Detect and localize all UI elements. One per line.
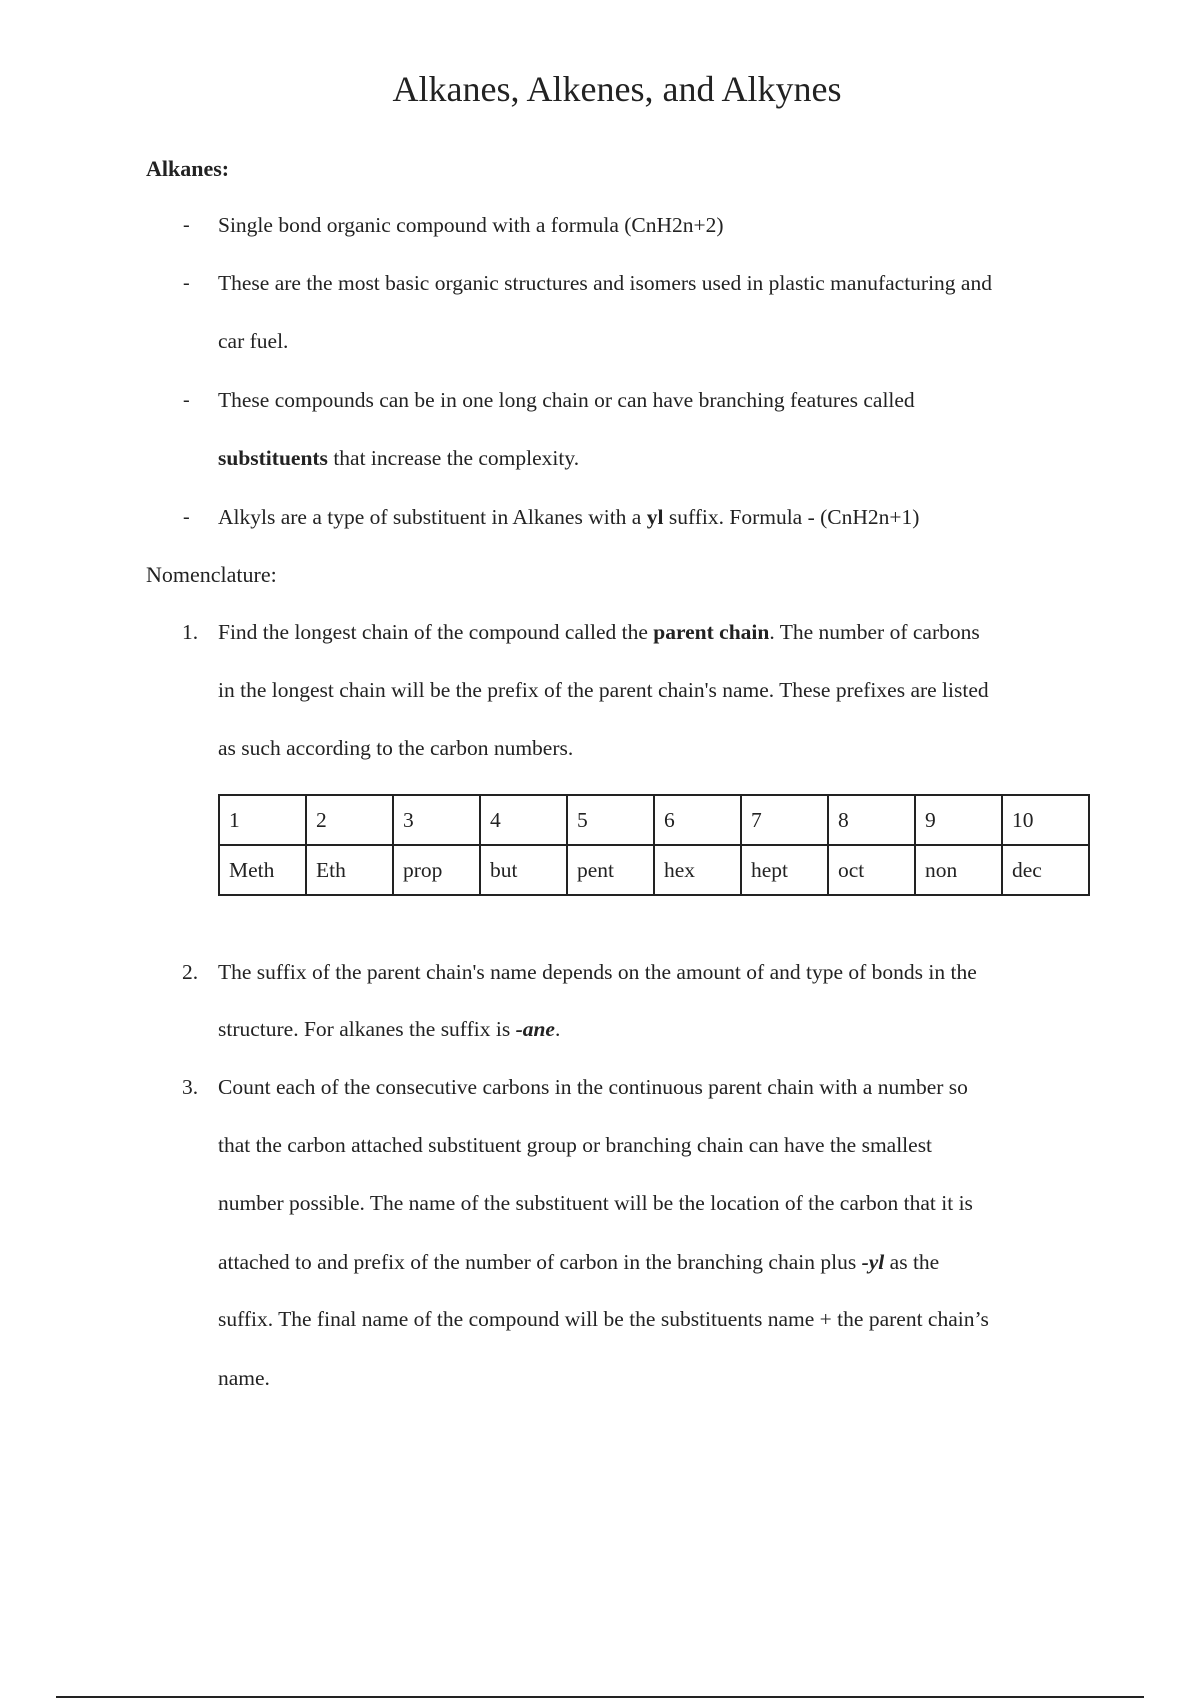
- step-3-line-6: name.: [218, 1366, 270, 1390]
- step-1-number: 1.: [182, 620, 199, 644]
- yl-term: yl: [646, 505, 664, 529]
- step-2-line-2: structure. For alkanes the suffix is -ane.: [218, 1017, 561, 1041]
- table-cell: 10: [1002, 795, 1089, 845]
- alkanes-heading: Alkanes:: [146, 156, 230, 181]
- table-cell: 5: [567, 795, 654, 845]
- table-cell: but: [480, 845, 567, 895]
- table-row-prefixes: [219, 845, 1089, 895]
- table-cell: oct: [828, 845, 915, 895]
- table-cell: 3: [393, 795, 480, 845]
- bullet-marker: -: [183, 214, 190, 236]
- step-1-line-1: Find the longest chain of the compound called the parent chain. The number of carbons: [218, 620, 980, 644]
- table-cell: hept: [741, 845, 828, 895]
- bullet-marker: -: [183, 272, 190, 294]
- step-2-line-1: The suffix of the parent chain's name depends on the amount of and type of bonds in the: [218, 960, 977, 984]
- table-cell: 7: [741, 795, 828, 845]
- alkanes-bullet-2-line-2: car fuel.: [218, 329, 289, 353]
- alkanes-bullet-3-line-1: These compounds can be in one long chain or can have branching features called: [218, 388, 915, 412]
- substituents-term: substituents: [218, 446, 328, 470]
- table-cell: dec: [1002, 845, 1089, 895]
- table-cell: 8: [828, 795, 915, 845]
- step-3-line-2: that the carbon attached substituent group or branching chain can have the smallest: [218, 1133, 933, 1157]
- alkanes-bullet-3-line-2: substituents that increase the complexity.: [218, 446, 580, 470]
- alkanes-bullet-4: Alkyls are a type of substituent in Alkanes with a yl suffix. Formula - (CnH2n+1): [218, 505, 920, 529]
- table-cell: 4: [480, 795, 567, 845]
- step-2-number: 2.: [182, 960, 199, 984]
- table-cell: Meth: [219, 845, 306, 895]
- table-cell: hex: [654, 845, 741, 895]
- step-3-line-1: Count each of the consecutive carbons in the continuous parent chain with a number so: [218, 1075, 968, 1099]
- step-3-line-4: attached to and prefix of the number of carbon in the branching chain plus -yl as the: [218, 1250, 940, 1274]
- step-3-line-3: number possible. The name of the substituent will be the location of the carbon that it is: [218, 1191, 973, 1215]
- table-cell: 6: [654, 795, 741, 845]
- table-cell: non: [915, 845, 1002, 895]
- carbon-prefix-table: [218, 794, 1090, 896]
- table-cell: Eth: [306, 845, 393, 895]
- alkanes-bullet-2-line-1: These are the most basic organic structures and isomers used in plastic manufacturing and: [218, 271, 992, 295]
- parent-chain-term: parent chain: [653, 620, 770, 644]
- step-3-line-5: suffix. The final name of the compound will be the substituents name + the parent chain’s: [218, 1307, 989, 1331]
- table-cell: 1: [219, 795, 306, 845]
- nomenclature-heading: Nomenclature:: [146, 562, 277, 587]
- ane-suffix-term: -ane: [515, 1017, 555, 1041]
- step-1-line-3: as such according to the carbon numbers.: [218, 736, 574, 760]
- table-cell: 9: [915, 795, 1002, 845]
- page-title: Alkanes, Alkenes, and Alkynes: [392, 69, 842, 109]
- table-cell: 2: [306, 795, 393, 845]
- table-row-numbers: [219, 795, 1089, 845]
- page-bottom-rule: [56, 1696, 1144, 1698]
- bullet-marker: -: [183, 506, 190, 528]
- alkanes-bullet-1: Single bond organic compound with a formula (CnH2n+2): [218, 213, 724, 237]
- step-1-line-2: in the longest chain will be the prefix of the parent chain's name. These prefixes are listed: [218, 678, 989, 702]
- table-cell: prop: [393, 845, 480, 895]
- table-cell: pent: [567, 845, 654, 895]
- bullet-marker: -: [183, 389, 190, 411]
- step-3-number: 3.: [182, 1075, 199, 1099]
- yl-suffix-term: -yl: [861, 1250, 885, 1274]
